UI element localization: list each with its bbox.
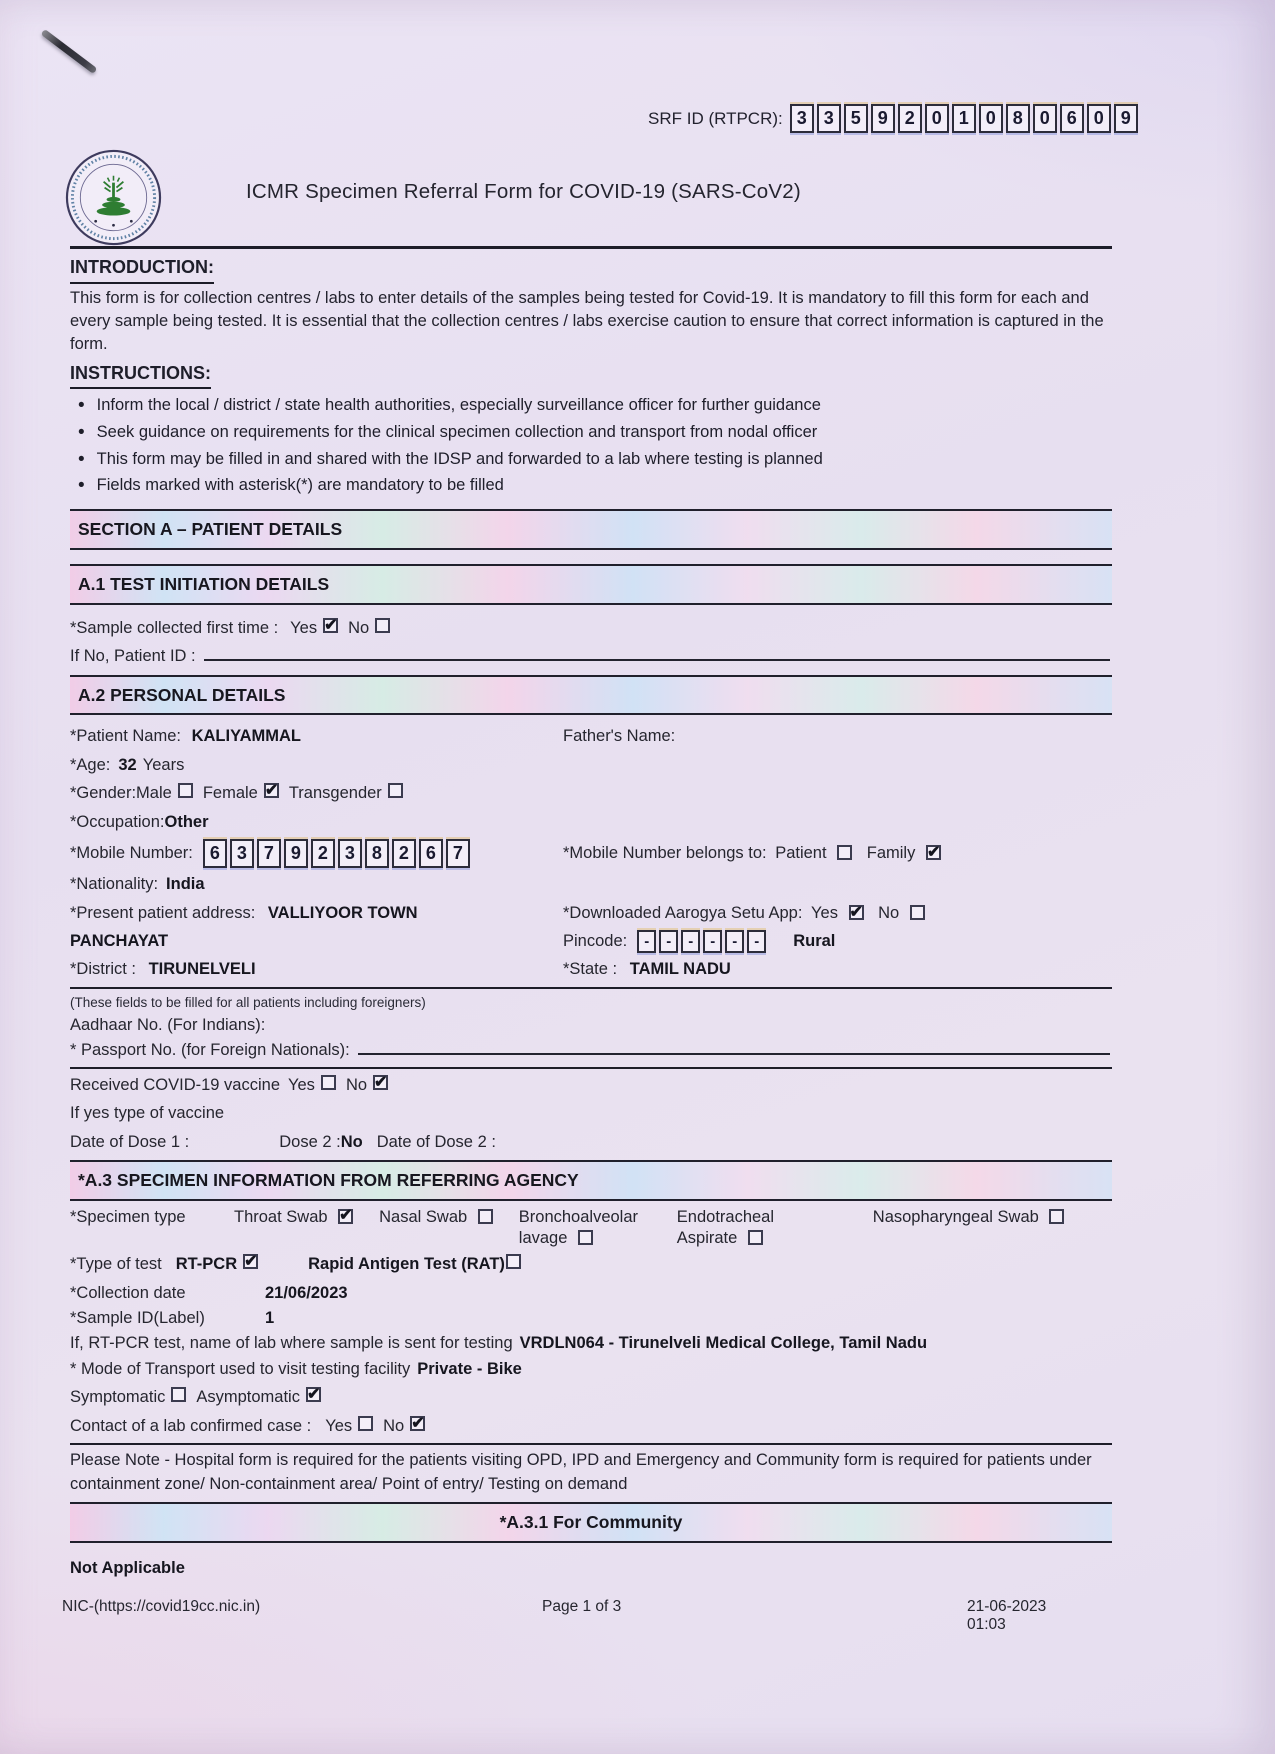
specimen-type-row [70,1207,1112,1248]
passport-blank-line [358,1053,1110,1055]
mobile-belongs-family-label: Family [866,843,916,862]
contact-no-label: No [383,1416,405,1435]
instruction-text: • Seek guidance on requirements for the clinical specimen collection and transport from nodal officer [96,423,818,442]
srf-digit-box: 3 [790,104,814,133]
mobile-digit-box: 3 [230,839,254,868]
passport-label: * Passport No. (for Foreign Nationals): [70,1041,350,1060]
specimen-bronchoalveolar-label: Bronchoalveolar lavage [518,1207,639,1247]
dose2-value: No [340,1132,363,1151]
lab-label: If, RT-PCR test, name of lab where sample is sent for testing [70,1334,513,1353]
age-value: 32 [118,755,137,774]
instruction-item [78,448,1112,473]
pincode-box: - [637,930,656,953]
specimen-nasal-label: Nasal Swab [379,1207,468,1226]
patient-name-value: KALIYAMMAL [191,727,301,746]
pincode-label: Pincode: [563,932,628,951]
address-row [70,902,1112,925]
footer-page-number: Page 1 of 3 [542,1598,622,1615]
asymptomatic-label: Asymptomatic [196,1388,300,1407]
srf-digit-box: 0 [925,104,949,133]
introduction-heading: INTRODUCTION: [70,255,214,284]
srf-id-label: SRF ID (RTPCR): [648,108,783,128]
contact-yes-label: Yes [325,1416,353,1435]
divider [70,1443,1112,1445]
gender-female-label: Female [202,784,258,803]
gender-transgender-label: Transgender [288,784,382,803]
aarogya-label: *Downloaded Aarogya Setu App: [563,903,803,922]
checkbox-gender-female [264,783,279,798]
vaccine-no-label: No [345,1075,368,1094]
symptomatic-row [70,1386,1112,1409]
divider [70,987,1112,989]
a2-header: A.2 PERSONAL DETAILS [70,675,1112,716]
vaccine-label: Received COVID-19 vaccine [70,1075,281,1094]
passport-row [70,1039,1112,1062]
mobile-digit-box: 2 [392,839,416,868]
transport-label: * Mode of Transport used to visit testing facility [70,1359,411,1378]
collection-date-row [70,1282,1112,1305]
section-a-header: SECTION A – PATIENT DETAILS [70,509,1112,550]
header-divider [70,246,1112,249]
instruction-item [78,421,1112,446]
page-footer [62,1598,1082,1633]
lab-row [70,1332,1112,1355]
vaccine-row [70,1074,1112,1097]
checkbox-vaccine-no [373,1075,388,1090]
area-type-value: Rural [793,932,836,951]
checkbox-nasal-swab [478,1209,493,1224]
contact-case-label: Contact of a lab confirmed case : [70,1416,312,1435]
gender-male-label: Male [136,784,172,803]
dose2-label: Dose 2 : [279,1132,341,1151]
address-label: *Present patient address: [70,903,256,922]
srf-digit-box: 0 [979,104,1003,133]
dose1-label: Date of Dose 1 : [70,1132,190,1151]
srf-digit-box: 9 [871,104,895,133]
pen-mark-artifact [41,29,98,74]
patient-id-blank-line [204,659,1110,661]
state-value: TAMIL NADU [629,960,731,979]
srf-digit-box: 0 [1087,104,1111,133]
specimen-option [873,1207,1065,1228]
form-body [70,242,1112,1585]
divider [70,1067,1112,1069]
checkbox-nasopharyngeal-swab [1049,1209,1064,1224]
specimen-option [519,1207,651,1248]
srf-digit-box: 2 [898,104,922,133]
icmr-emblem-icon [64,148,163,247]
district-value: TIRUNELVELI [148,960,256,979]
specimen-endotracheal-label: Endotracheal Aspirate [676,1207,775,1247]
option-label-yes: Yes [290,618,318,637]
instruction-text: • Fields marked with asterisk(*) are mandatory to be filled [96,476,504,495]
state-label: *State : [563,960,618,979]
checkbox-sample-no [375,618,390,633]
instruction-item [78,394,1112,419]
checkbox-gender-transgender [388,783,403,798]
specimen-option [677,1207,801,1248]
introduction-text: This form is for collection centres / labs to enter details of the samples being tested for Covid-19. It is mandatory to fill this form for each and every sample being tested. It is essential that the collection centres / labs exercise caution to ensure that correct information is captured in the form. [70,288,1104,354]
a3-header: *A.3 SPECIMEN INFORMATION FROM REFERRING AGENCY [70,1160,1112,1201]
test-rat-label: Rapid Antigen Test (RAT) [308,1255,505,1274]
specimen-type-label: *Specimen type [70,1207,186,1226]
instructions-heading: INSTRUCTIONS: [70,361,211,390]
checkbox-rat [506,1254,521,1269]
mobile-digit-boxes [203,839,473,868]
document-title: ICMR Specimen Referral Form for COVID-19 (SARS-CoV2) [246,180,801,203]
nationality-label: *Nationality: [70,875,159,894]
name-row [70,725,1112,748]
mobile-digit-box: 7 [446,839,470,868]
dose-row [70,1131,1112,1154]
checkbox-endotracheal-aspirate [748,1230,763,1245]
collection-date-value: 21/06/2023 [265,1283,348,1302]
mobile-row [70,839,1112,868]
a31-header: *A.3.1 For Community [70,1502,1112,1543]
sample-id-value: 1 [265,1309,275,1328]
nationality-value: India [166,875,205,894]
foreigners-note: (These fields to be filled for all patients including foreigners) [70,994,426,1010]
specimen-nasopharyngeal-label: Nasopharyngeal Swab [872,1207,1039,1226]
sample-collected-label: *Sample collected first time : [70,618,279,637]
checkbox-contact-yes [358,1416,373,1431]
a31-value-row [70,1557,1112,1580]
gender-row [70,782,1112,805]
test-type-row [70,1253,1112,1276]
contact-case-row [70,1415,1112,1438]
specimen-option [234,1207,353,1228]
checkbox-rtpcr [243,1254,258,1269]
please-note-text: Please Note - Hospital form is required for the patients visiting OPD, IPD and Emergency and Community form is required for patients under containment zone/ Non-containment area/ Point of entry/ Testing on demand [70,1451,1092,1493]
mobile-digit-box: 2 [311,839,335,868]
age-label: *Age: [70,755,111,774]
pincode-box: - [681,930,700,953]
symptomatic-label: Symptomatic [70,1388,166,1407]
fathers-name-label: Father's Name: [563,727,676,746]
transport-row [70,1358,1112,1381]
instruction-item [78,474,1112,499]
age-units: Years [142,755,185,774]
occupation-label: *Occupation: [70,812,165,831]
lab-value: VRDLN064 - Tirunelveli Medical College, Tamil Nadu [519,1334,928,1353]
instruction-text: • Inform the local / district / state health authorities, especially surveillance officer for further guidance [96,396,821,415]
mobile-digit-box: 7 [257,839,281,868]
pincode-box: - [703,930,722,953]
srf-digit-box: 6 [1060,104,1084,133]
sample-id-row [70,1307,1112,1330]
address-value: VALLIYOOR TOWN [267,903,418,922]
dose2-date-label: Date of Dose 2 : [376,1132,496,1151]
a1-header: A.1 TEST INITIATION DETAILS [70,564,1112,605]
aadhaar-row [70,1014,1112,1037]
gender-label: *Gender: [70,784,137,803]
age-row [70,754,1112,777]
checkbox-bronchoalveolar-lavage [578,1230,593,1245]
specimen-option [379,1207,493,1228]
checkbox-aarogya-yes [849,905,864,920]
mobile-digit-box: 3 [338,839,362,868]
pincode-boxes [637,930,769,953]
checkbox-contact-no [410,1416,425,1431]
occupation-value: Other [164,812,209,831]
specimen-throat-label: Throat Swab [234,1207,328,1226]
nationality-row [70,873,1112,896]
mobile-digit-box: 9 [284,839,308,868]
sample-id-label: *Sample ID(Label) [70,1309,205,1328]
aadhaar-label: Aadhaar No. (For Indians): [70,1016,266,1035]
district-state-row [70,958,1112,981]
checkbox-aarogya-no [910,905,925,920]
a31-value: Not Applicable [70,1558,185,1577]
option-label-no: No [348,618,370,637]
pincode-box: - [659,930,678,953]
srf-digit-box: 8 [1006,104,1030,133]
address-line2-row [70,930,1112,953]
srf-digit-box: 1 [952,104,976,133]
checkbox-symptomatic [171,1387,186,1402]
test-rtpcr-label: RT-PCR [175,1255,238,1274]
mobile-digit-box: 8 [365,839,389,868]
instruction-text: • This form may be filled in and shared with the IDSP and forwarded to a lab where testing is planned [96,449,823,468]
patient-name-label: *Patient Name: [70,727,181,746]
aarogya-no-label: No [878,903,900,922]
district-label: *District : [70,960,136,979]
checkbox-vaccine-yes [321,1075,336,1090]
srf-digit-box: 3 [817,104,841,133]
srf-digit-box: 9 [1114,104,1138,133]
vaccine-yes-label: Yes [288,1075,315,1094]
mobile-belongs-patient-label: Patient [775,843,827,862]
mobile-digit-box: 6 [203,839,227,868]
srf-digit-box: 5 [844,104,868,133]
checkbox-sample-yes [323,618,338,633]
transport-value: Private - Bike [417,1359,522,1378]
footer-source: NIC-(https://covid19cc.nic.in) [62,1598,261,1615]
mobile-belongs-label: *Mobile Number belongs to: [563,843,767,862]
icmr-logo [64,148,163,247]
footer-timestamp: 21-06-2023 01:03 [967,1598,1047,1633]
aarogya-yes-label: Yes [811,903,838,922]
occupation-row [70,811,1112,834]
checkbox-throat-swab [338,1209,353,1224]
pincode-box: - [725,930,744,953]
collection-date-label: *Collection date [70,1283,186,1302]
checkbox-asymptomatic [306,1387,321,1402]
pincode-box: - [747,930,766,953]
patient-id-label: If No, Patient ID : [70,647,196,666]
checkbox-gender-male [178,783,193,798]
mobile-label: *Mobile Number: [70,843,193,862]
address-value-line2: PANCHAYAT [70,932,169,951]
patient-id-row [70,645,1112,668]
srf-id-row [648,104,1141,133]
mobile-digit-box: 6 [419,839,443,868]
checkbox-belongs-family [926,845,941,860]
test-type-label: *Type of test [70,1255,162,1274]
srf-digit-box: 0 [1033,104,1057,133]
checkbox-belongs-patient [837,845,852,860]
vaccine-type-label: If yes type of vaccine [70,1104,225,1123]
sample-collected-row [70,617,1112,640]
vaccine-type-row [70,1102,1112,1125]
